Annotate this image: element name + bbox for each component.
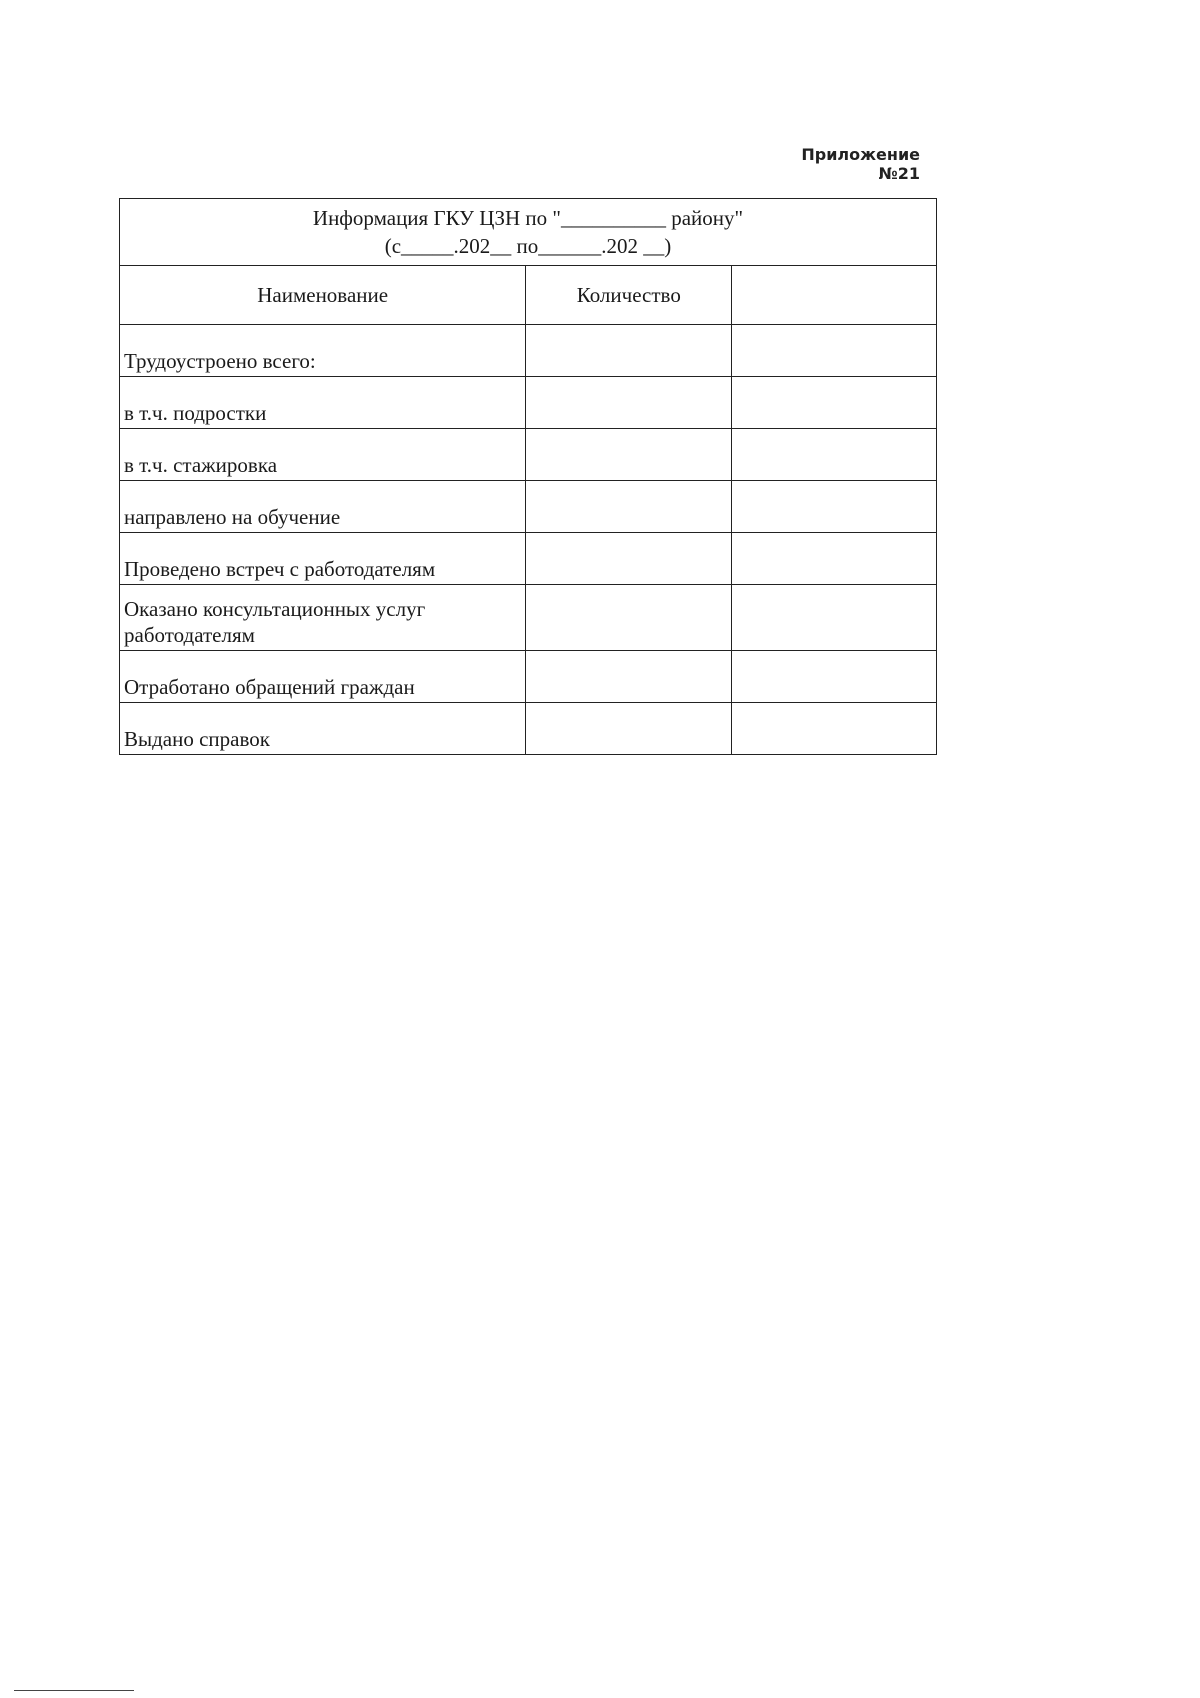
cell-quantity[interactable] — [526, 429, 732, 481]
cell-quantity[interactable] — [526, 481, 732, 533]
column-header-quantity: Количество — [526, 266, 732, 325]
cell-quantity[interactable] — [526, 377, 732, 429]
footer-divider — [14, 1690, 134, 1691]
table-title — [120, 199, 937, 266]
table-row — [120, 325, 937, 377]
cell-quantity[interactable] — [526, 533, 732, 585]
table-row — [120, 703, 937, 755]
table-row — [120, 377, 937, 429]
cell-extra[interactable] — [732, 429, 937, 481]
cell-quantity[interactable] — [526, 325, 732, 377]
table-row — [120, 429, 937, 481]
cell-extra[interactable] — [732, 377, 937, 429]
row-label-employed-total: Трудоустроено всего: — [120, 325, 526, 377]
cell-extra[interactable] — [732, 585, 937, 651]
cell-extra[interactable] — [732, 481, 937, 533]
cell-extra[interactable] — [732, 651, 937, 703]
row-label-certificates-issued: Выдано справок — [120, 703, 526, 755]
cell-extra[interactable] — [732, 325, 937, 377]
table-header-row — [120, 266, 937, 325]
cell-extra[interactable] — [732, 703, 937, 755]
row-label-training: направлено на обучение — [120, 481, 526, 533]
row-label-consulting-services: Оказано консультационных услуг работодателям — [120, 585, 526, 651]
table-row — [120, 481, 937, 533]
table-row — [120, 585, 937, 651]
row-label-citizen-requests: Отработано обращений граждан — [120, 651, 526, 703]
table-title-row — [120, 199, 937, 266]
cell-quantity[interactable] — [526, 703, 732, 755]
cell-quantity[interactable] — [526, 651, 732, 703]
table-title-line-1: Информация ГКУ ЦЗН по "__________ району" — [312, 206, 744, 230]
column-header-name: Наименование — [120, 266, 526, 325]
cell-extra[interactable] — [732, 533, 937, 585]
column-header-blank — [732, 266, 937, 325]
row-label-internship: в т.ч. стажировка — [120, 429, 526, 481]
row-label-employer-meetings: Проведено встреч с работодателям — [120, 533, 526, 585]
cell-quantity[interactable] — [526, 585, 732, 651]
report-table — [119, 198, 937, 755]
table-title-line-2: (с_____.202__ по______.202 __) — [384, 234, 672, 258]
table-row — [120, 533, 937, 585]
row-label-teenagers: в т.ч. подростки — [120, 377, 526, 429]
table-row — [120, 651, 937, 703]
appendix-number: Приложение №21 — [801, 145, 920, 183]
